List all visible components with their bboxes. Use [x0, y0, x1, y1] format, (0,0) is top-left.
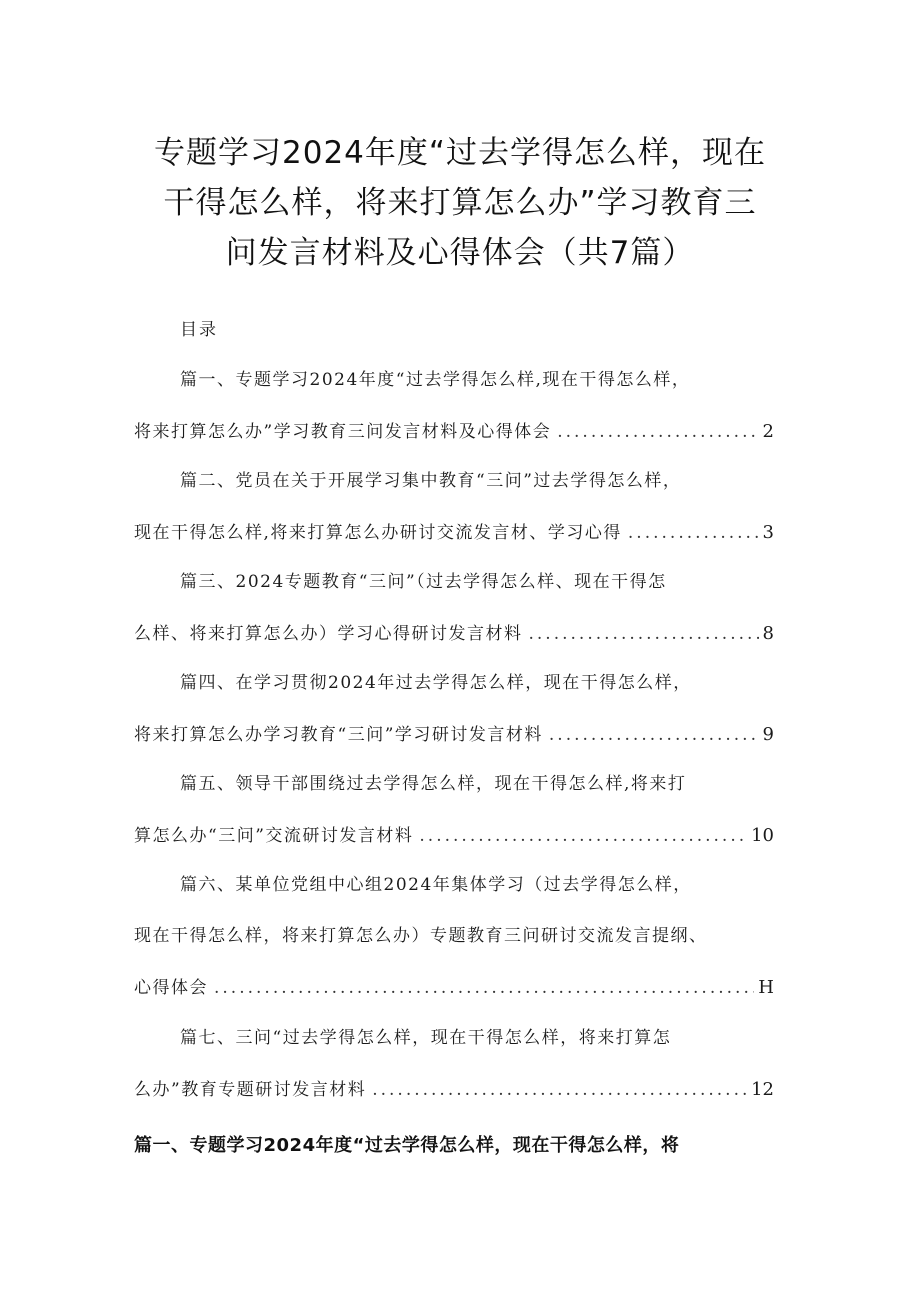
toc-entry-4[interactable]: [134, 658, 774, 760]
toc-entry-text: 么办”教育专题研讨发言材料: [134, 1080, 367, 1100]
toc-leader-dots: [557, 407, 758, 458]
toc-entry-text: 将来打算怎么办”学习教育三问发言材料及心得体会: [134, 422, 552, 442]
toc-entry-3[interactable]: [134, 557, 774, 659]
toc-entry-1[interactable]: [134, 355, 774, 457]
toc-heading: 目录: [180, 320, 218, 340]
toc-entry-text: 么样、将来打算怎么办）学习心得研讨发言材料: [134, 624, 523, 644]
toc-entry-text: 现在干得怎么样,将来打算怎么办研讨交流发言材、学习心得: [134, 523, 622, 543]
title-line-1: 专题学习2024年度“过去学得怎么样，现在: [154, 135, 766, 171]
toc-entry-text: 算怎么办“三问”交流研讨发言材料: [134, 826, 414, 846]
toc-entry-text: 篇二、党员在关于开展学习集中教育“三问”过去学得怎么样，: [180, 471, 682, 491]
toc-entry-text: 篇五、领导干部围绕过去学得怎么样，现在干得怎么样,将来打: [180, 774, 687, 794]
toc-entry-text: 篇三、2024专题教育“三问”（过去学得怎么样、现在干得怎: [180, 572, 667, 592]
toc-entry-text: 篇六、某单位党组中心组2024年集体学习（过去学得怎么样，: [180, 875, 692, 895]
toc-entry-text: 篇四、在学习贯彻2024年过去学得怎么样，现在干得怎么样，: [180, 673, 692, 693]
toc-leader-dots: [549, 710, 759, 761]
toc-page-number: 3: [762, 522, 774, 543]
toc-entry-5[interactable]: [134, 759, 774, 861]
document-title: [120, 128, 800, 278]
toc-entry-text: 篇七、三问“过去学得怎么样，现在干得怎么样，将来打算怎: [180, 1028, 672, 1048]
title-line-3: 问发言材料及心得体会（共7篇）: [225, 235, 695, 271]
toc-page-number: 9: [762, 724, 774, 745]
toc-entry-6[interactable]: [134, 860, 774, 1013]
toc-page-number: 8: [762, 623, 774, 644]
toc-page-number: 10: [751, 825, 774, 846]
toc-entry-text: 篇一、专题学习2024年度“过去学得怎么样,现在干得怎么样，: [180, 370, 691, 390]
toc-leader-dots: [419, 811, 747, 862]
toc-entry-text: 将来打算怎么办学习教育“三问”学习研讨发言材料: [134, 725, 543, 745]
toc-page-number: 12: [751, 1079, 774, 1100]
title-line-2: 干得怎么样，将来打算怎么办”学习教育三: [163, 185, 757, 221]
toc-leader-dots: [628, 508, 759, 559]
toc-entry-text: 心得体会: [134, 978, 208, 998]
toc-entry-2[interactable]: [134, 456, 774, 558]
section-heading: 篇一、专题学习2024年度“过去学得怎么样，现在干得怎么样，将: [134, 1135, 680, 1156]
toc-leader-dots: [529, 609, 759, 660]
toc-page-number: H: [758, 977, 774, 998]
toc-entry-7[interactable]: [134, 1013, 774, 1115]
toc-leader-dots: [214, 963, 754, 1014]
toc-leader-dots: [372, 1065, 747, 1116]
toc-entry-text: 现在干得怎么样，将来打算怎么办）专题教育三问研讨交流发言提纲、: [134, 926, 708, 946]
toc-page-number: 2: [762, 421, 774, 442]
